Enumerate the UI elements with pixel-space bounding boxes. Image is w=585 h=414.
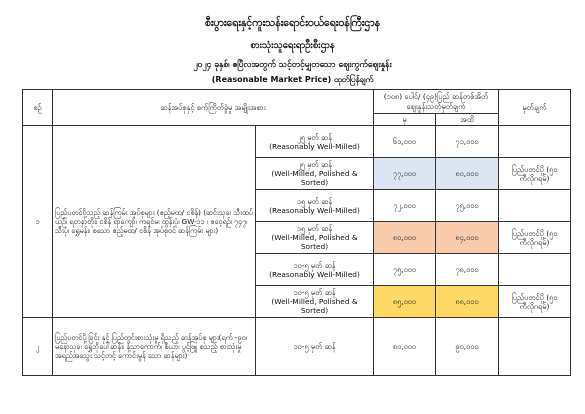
ministry-title: စီးပွားရေးနှင့်ကူးသန်းရောင်းဝယ်ရေးဝန်ကြီးဌာန (204, 17, 380, 29)
col-header-to: အထိ (436, 114, 499, 126)
rice-grade: ၂၅ မှတ် ဆန် (297, 132, 332, 142)
remark (499, 126, 571, 158)
table-row-1-5-name (256, 254, 374, 286)
rice-grade: ၁၅ မှတ် ဆန် (296, 223, 333, 233)
price-to: ၉၀,၀၀၀ (436, 318, 499, 376)
price-from: ၇၇,၀၀၀ (374, 158, 436, 190)
table-row-1-6-name (256, 286, 374, 318)
col-header-remark: မှတ်ချက် (499, 90, 571, 126)
price-table (22, 89, 571, 376)
rice-grade: ၁၀-၅ မှတ် ဆန် (293, 260, 336, 270)
department-title: စားသုံးသူရေးရာဦးစီးဌာန (250, 40, 335, 51)
rice-grade: ၂၅ မှတ် ဆန် (297, 159, 332, 169)
remark (499, 254, 571, 286)
remark (499, 318, 571, 376)
col-header-description: ဆန်အပ်စုနှင့် စက်ကြိတ်ခွဲမှု အမျိုးအစား (53, 90, 374, 126)
table-row-1-4-name (256, 222, 374, 254)
rice-grade-english: (Reasonably Well-Milled) (269, 269, 360, 279)
price-from: ၈၅,၀၀၀ (374, 286, 436, 318)
remark: ပြည်ပတင်ပို့ (၅၀ ကီလိုဂရမ်) (499, 286, 571, 318)
price-to: ၈၄,၀၀၀ (436, 222, 499, 254)
price-to: ၇၁,၀၀၀ (436, 126, 499, 158)
rice-grade-english: (Well-Milled, Polished & Sorted) (271, 233, 358, 252)
remark (499, 190, 571, 222)
group-2-description: ပြည်ပတင်ပို့ခြင်း နှင့် ပြည်တွင်းစားသုံးမှု ရှိသည့် ဆန်အုပ်စု များ(ရက် -၉၀၊ မနောသုခ၊ ရွှေဘိုပေါ်ဆန်း၊ နံ့သာကောက်၊ စီယာ၊ ပွင့်ဖြူ စသည့် စားသုံးမှု အရည်အသွေး သင့်တင့် ကောင်းမွန် သော ဆန်များ) (53, 318, 256, 376)
group-1-description: ပြည်ပတင်ပို့သည့် ဆန်ကြမ်း အုပ်စုများ (ဧည့်မထ/ ငစိန်) (ဆင်းသုခ၊ သီးထပ်ယဉ်၊ ရတနာတိုး၊ ငစိန် ရာကျော်၊ ကရင်မ၊ ထွန်းပုံ၊ GW-၁၁ ၊ ဧဝေ့ရဉ်၊ ၇၄၇၊ သီးပုံ၊ ရွှေမန်း၊ စသော ဧည့်မထ/ ငစိန် အုပ်စုဝင် ဆန်ကြမ်း များ) (53, 126, 256, 318)
price-from: ၈၀,၀၀၀ (374, 318, 436, 376)
rice-grade-english: (Well-Milled, Polished & Sorted) (271, 169, 358, 188)
rice-grade: ၁၅ မှတ် ဆန် (296, 196, 333, 206)
rice-grade-english: (Reasonably Well-Milled) (269, 141, 360, 151)
table-row-1-2-name (256, 158, 374, 190)
col-header-no: စဉ် (23, 90, 53, 126)
price-from: ၆၁,၀၀၀ (374, 126, 436, 158)
group-1-no: ၁ (23, 126, 53, 318)
group-2-no: ၂ (23, 318, 53, 376)
rice-grade-english: (Reasonably Well-Milled) (269, 205, 360, 215)
announcement-title: ၂၀၂၄ ခုနှစ်၊ ဧပြီလအတွက် သင့်တင့်မျှတသော ဈေးကွက်ဈေးနှုန်း (193, 60, 392, 70)
rice-grade-english: (Well-Milled, Polished & Sorted) (271, 297, 358, 316)
price-to: ၈၈,၀၀၀ (436, 286, 499, 318)
price-to: ၈၀,၀၀၀ (436, 158, 499, 190)
price-to: ၇၅,၀၀၀ (436, 190, 499, 222)
rice-grade: ၁၀-၅ မှတ် ဆန် (293, 287, 336, 297)
remark: ပြည်ပတင်ပို့ (၅၀ ကီလိုဂရမ်) (499, 158, 571, 190)
price-to: ၇၈,၀၀၀ (436, 254, 499, 286)
table-row-2-1-name (256, 318, 374, 376)
price-from: ၇၅,၀၀၀ (374, 254, 436, 286)
col-header-price: (၁၀၈) ပေါင်/ (၄၉)ပြည် ဆန်တစ်အိတ် ဈေးနှုန်းသတ်မှတ်ချက် (374, 90, 499, 114)
announcement-subtitle: (Reasonable Market Price) ထုတ်ပြန်ချက် (211, 75, 374, 84)
remark: ပြည်ပတင်ပို့ (၅၀ ကီလိုဂရမ်) (499, 222, 571, 254)
rice-grade: ၁၀-၅ မှတ် ဆန် (293, 342, 336, 352)
col-header-from: မှ (374, 114, 436, 126)
table-row-1-3-name (256, 190, 374, 222)
price-from: ၇၂,၀၀၀ (374, 190, 436, 222)
price-from: ၈၀,၀၀၀ (374, 222, 436, 254)
table-row-1-1-name (256, 126, 374, 158)
